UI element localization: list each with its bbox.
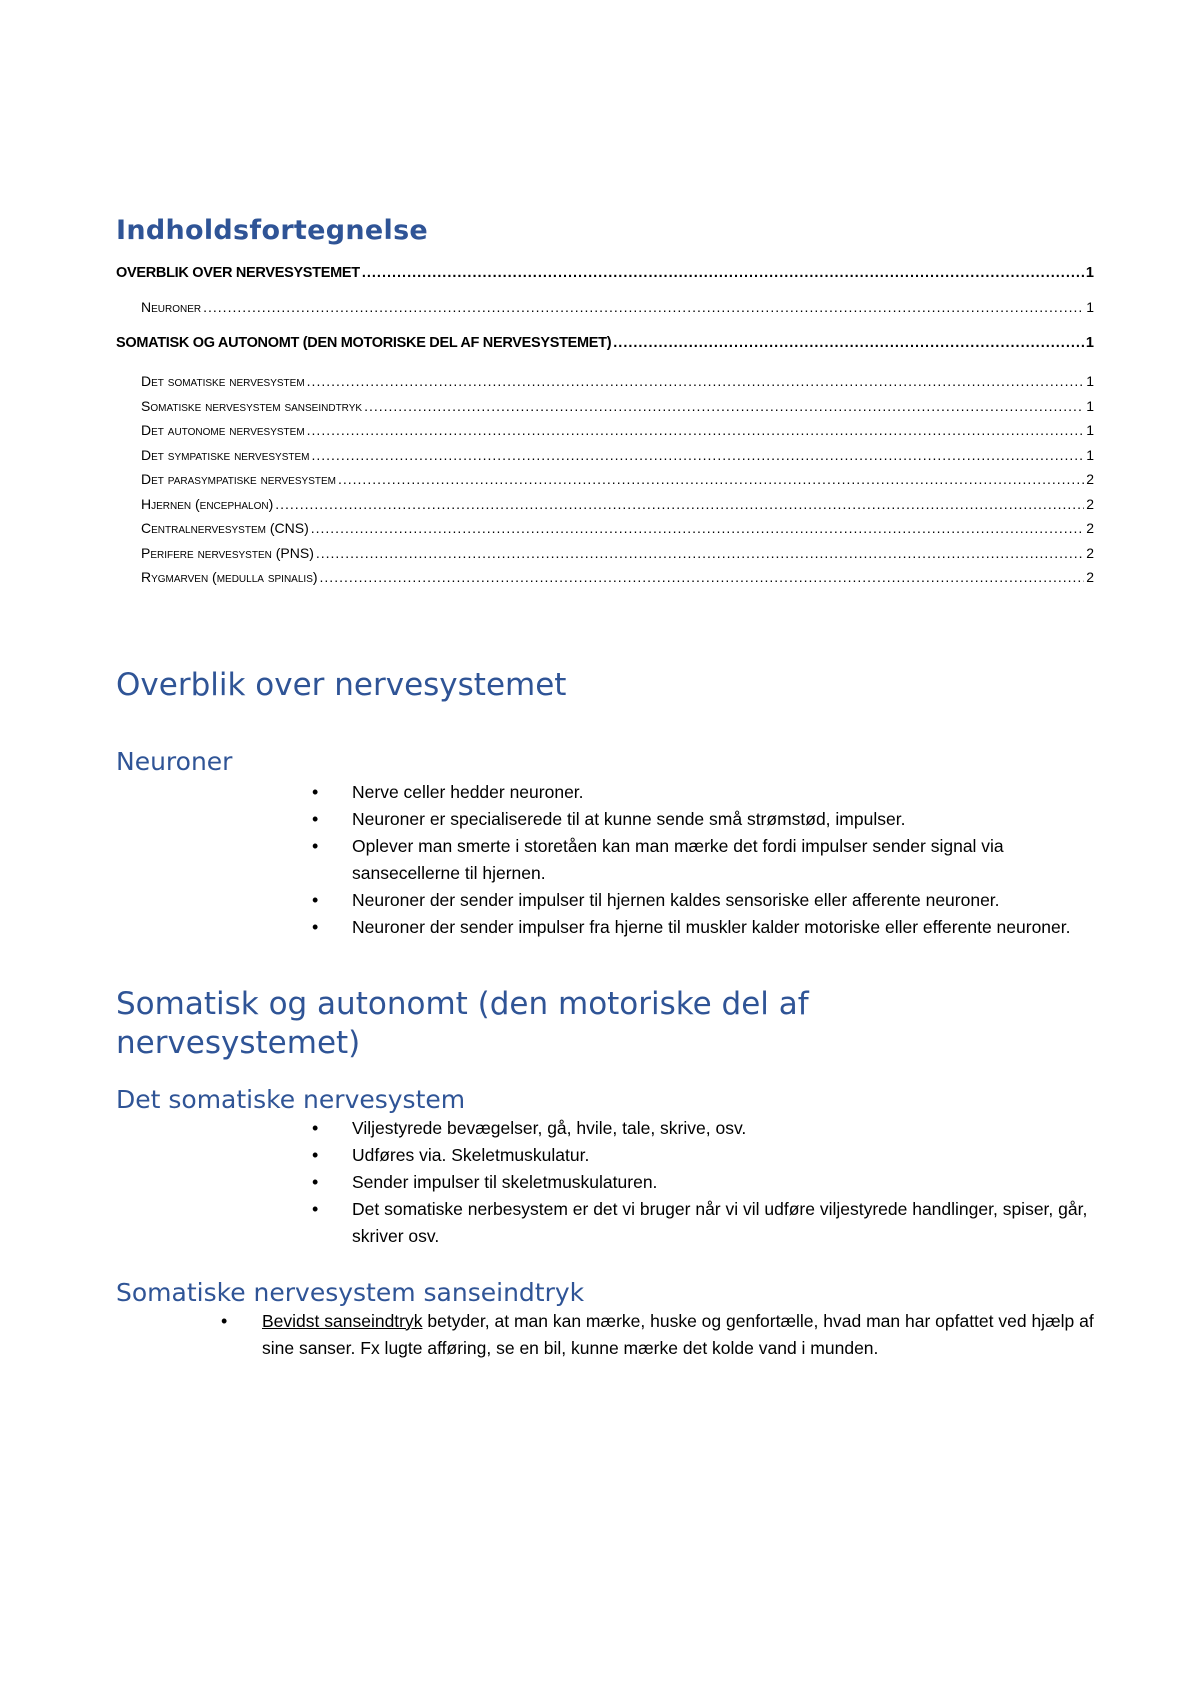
toc-entry-overblik[interactable] <box>116 264 1094 282</box>
toc-entry-sanseindtryk[interactable] <box>116 394 1094 419</box>
toc-leader <box>307 369 1085 394</box>
toc-leader <box>316 541 1084 566</box>
heading-somatisk-autonomt: Somatisk og autonomt (den motoriske del af nervesystemet) <box>116 985 809 1061</box>
toc-entry-label: Det autonome nervesystem <box>141 422 305 438</box>
list-item: • Oplever man smerte i storetåen kan man mærke det fordi impulser sender signal via sansecellerne til hjernen. <box>116 833 1094 887</box>
toc-entry-cns[interactable] <box>116 516 1094 541</box>
toc-sublist <box>116 369 1094 590</box>
toc-entry-page: 2 <box>1086 569 1094 585</box>
page-content <box>116 215 1094 1362</box>
toc-leader <box>311 516 1084 541</box>
toc-leader <box>338 467 1084 492</box>
list-item: • Neuroner er specialiserede til at kunne sende små strømstød, impulser. <box>116 806 1094 833</box>
toc-entry-page: 1 <box>1086 422 1094 438</box>
toc-entry-label: SOMATISK OG AUTONOMT (DEN MOTORISKE DEL AF NERVESYSTEMET) <box>116 335 612 351</box>
toc-leader <box>320 565 1085 590</box>
toc-entry-label: Perifere nervesysten (PNS) <box>141 544 314 561</box>
list-item: • Sender impulser til skeletmuskulaturen. <box>116 1169 1094 1196</box>
table-of-contents <box>116 215 1094 590</box>
toc-entry-page: 2 <box>1086 544 1094 561</box>
toc-entry-page: 1 <box>1086 299 1094 315</box>
list-item: • Neuroner der sender impulser til hjernen kaldes sensoriske eller afferente neuroner. <box>116 887 1094 914</box>
toc-entry-label: Hjernen (encephalon) <box>141 495 274 512</box>
toc-entry-page: 2 <box>1086 471 1094 487</box>
toc-leader <box>307 418 1085 443</box>
toc-entry-page: 1 <box>1086 397 1094 414</box>
toc-leader <box>613 334 1084 352</box>
heading-det-somatiske: Det somatiske nervesystem <box>116 1084 466 1114</box>
toc-title: Indholdsfortegnelse <box>116 215 429 246</box>
list-item: • Viljestyrede bevægelser, gå, hvile, tale, skrive, osv. <box>116 1115 1094 1142</box>
toc-entry-autonome[interactable] <box>116 418 1094 443</box>
toc-entry-neuroner[interactable] <box>116 298 1094 316</box>
toc-leader <box>311 443 1084 468</box>
underlined-term: Bevidst sanseindtryk <box>262 1310 423 1331</box>
toc-entry-sympatiske[interactable] <box>116 443 1094 468</box>
toc-leader <box>275 492 1084 517</box>
heading-neuroner: Neuroner <box>116 746 233 776</box>
toc-entry-label: Centralnervesystem (CNS) <box>141 520 309 536</box>
list-item: • Det somatiske nerbesystem er det vi bruger når vi vil udføre viljestyrede handlinger, spiser, går, skriver osv. <box>116 1196 1094 1250</box>
somatiske-bullet-list <box>116 1115 1094 1250</box>
toc-entry-page: 1 <box>1086 446 1094 463</box>
toc-entry-rygmarven[interactable] <box>116 565 1094 590</box>
toc-entry-hjernen[interactable] <box>116 492 1094 517</box>
toc-entry-page: 1 <box>1086 373 1094 389</box>
list-item <box>116 1308 1094 1362</box>
toc-entry-pns[interactable] <box>116 541 1094 566</box>
heading-overblik: Overblik over nervesystemet <box>116 666 567 703</box>
bullet-text: betyder, at man kan mærke, huske og genfortælle, hvad man har opfattet ved hjælp af sine sanser. Fx lugte afføring, se en bil, kunne mærke det kolde vand i munden. <box>262 1310 1094 1358</box>
toc-entry-page: 1 <box>1085 265 1094 281</box>
toc-leader <box>203 298 1084 316</box>
toc-entry-label: Somatiske nervesystem sanseindtryk <box>141 397 363 414</box>
heading-sanseindtryk: Somatiske nervesystem sanseindtryk <box>116 1277 585 1307</box>
toc-entry-somatisk-autonomt[interactable] <box>116 334 1094 352</box>
list-item: • Udføres via. Skeletmuskulatur. <box>116 1142 1094 1169</box>
neuroner-bullet-list <box>116 779 1094 941</box>
toc-entry-label: Rygmarven (medulla spinalis) <box>141 569 318 585</box>
toc-entry-label: Det somatiske nervesystem <box>141 373 305 389</box>
sanseindtryk-bullet-list <box>116 1308 1094 1362</box>
toc-entry-page: 2 <box>1086 495 1094 512</box>
toc-leader <box>364 394 1084 419</box>
toc-entry-page: 1 <box>1085 335 1094 351</box>
list-item: • Neuroner der sender impulser fra hjerne til muskler kalder motoriske eller efferente neuroner. <box>116 914 1094 941</box>
toc-entry-page: 2 <box>1086 520 1094 536</box>
toc-entry-label: Det parasympatiske nervesystem <box>141 471 336 487</box>
toc-entry-parasympatiske[interactable] <box>116 467 1094 492</box>
list-item: • Nerve celler hedder neuroner. <box>116 779 1094 806</box>
toc-entry-label: Neuroner <box>141 299 202 315</box>
toc-entry-label: Det sympatiske nervesystem <box>141 446 310 463</box>
toc-entry-label: OVERBLIK OVER NERVESYSTEMET <box>116 265 360 281</box>
toc-entry-det-somatiske[interactable] <box>116 369 1094 394</box>
toc-leader <box>362 264 1084 282</box>
